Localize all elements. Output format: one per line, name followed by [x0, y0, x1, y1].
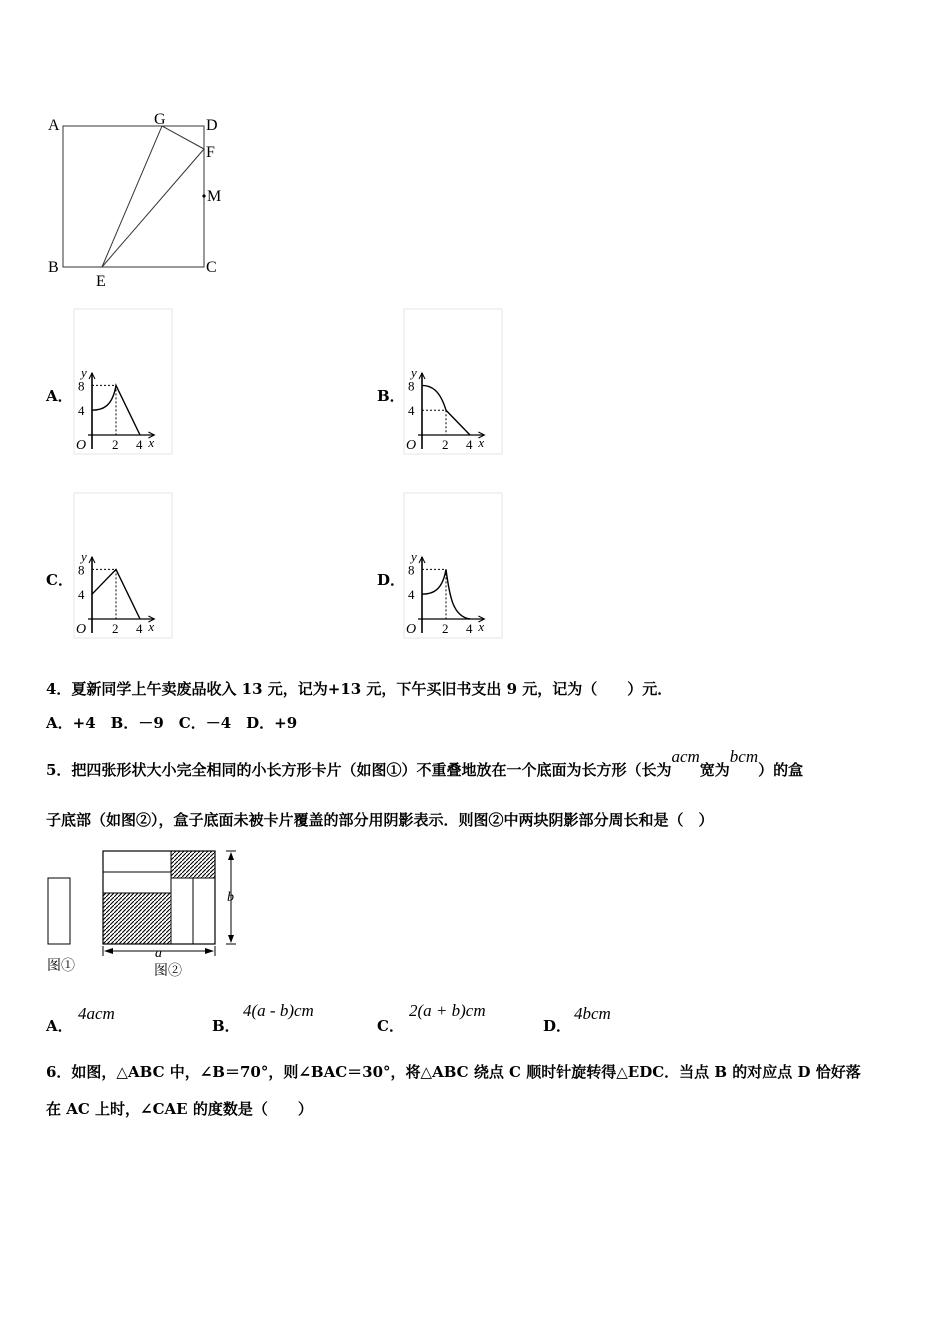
y-axis-label: y	[411, 365, 417, 380]
question-5-option-c-label: C．	[377, 1017, 404, 1035]
shaded-region-top-right	[171, 851, 215, 878]
x-tick-label-4: 4	[136, 437, 143, 452]
graph-option-d-label: D．	[377, 571, 406, 589]
question-5-line-1	[46, 747, 804, 780]
question-5-option-d-label: D．	[543, 1017, 572, 1035]
graph-option-d	[396, 489, 506, 644]
graph-option-c-label: C．	[46, 571, 73, 589]
graph-option-b	[396, 305, 506, 460]
figure-1	[44, 872, 94, 982]
graph-frame	[404, 493, 502, 638]
y-tick-label-4: 4	[78, 587, 85, 603]
graph-frame	[74, 309, 172, 454]
label-g: G	[154, 111, 166, 128]
segment-ef	[102, 149, 204, 267]
x-tick-label-2: 2	[442, 437, 449, 452]
label-m: M	[207, 188, 222, 205]
origin-label: O	[76, 622, 87, 637]
label-a: A	[48, 117, 60, 134]
x-axis-label: x	[148, 619, 155, 634]
label-b: B	[48, 259, 59, 276]
question-6-line-2: 在 AC 上时，∠CAE 的度数是（ ）	[46, 1100, 313, 1118]
origin-label: O	[76, 438, 87, 453]
y-tick-label-8: 8	[408, 378, 415, 394]
y-tick-label-4: 4	[408, 587, 415, 603]
question-5-text-b: 宽为	[699, 761, 730, 779]
origin-label: O	[406, 622, 417, 637]
label-e: E	[96, 273, 106, 290]
question-6-line-1: 6．如图，△ABC 中，∠B＝70°，则∠BAC＝30°，将△ABC 绕点 C 顺时针旋转得△EDC．当点 B 的对应点 D 恰好落	[46, 1063, 861, 1081]
x-tick-label-4: 4	[466, 437, 473, 452]
graph-frame	[404, 309, 502, 454]
y-tick-label-8: 8	[78, 562, 85, 578]
question-5-option-d-expr: 4bcm	[574, 1004, 611, 1023]
question-4-options: A．+4 B．－9 C．－4 D．+9	[46, 714, 298, 732]
small-card	[48, 878, 70, 944]
graph-option-b-label: B．	[377, 387, 405, 405]
x-axis-label: x	[478, 435, 485, 450]
shaded-region-bottom-left	[103, 893, 171, 944]
expr-acm: acm	[671, 747, 700, 766]
question-4-text: 4．夏新同学上午卖废品收入 13 元，记为+13 元，下午买旧书支出 9 元，记为（ ）元．	[46, 680, 673, 698]
x-tick-label-2: 2	[112, 621, 119, 636]
y-tick-label-4: 4	[408, 403, 415, 419]
label-a-dimension: a	[155, 946, 162, 961]
question-5-text-c: ）的盒	[758, 761, 804, 779]
question-5-option-a-label: A．	[46, 1017, 73, 1035]
square-outline	[63, 126, 204, 267]
square-figure	[40, 105, 240, 295]
question-5-option-b-expr: 4(a - b)cm	[243, 1001, 314, 1020]
question-5-text-a: 5．把四张形状大小完全相同的小长方形卡片（如图①）不重叠地放在一个底面为长方形（长为	[46, 761, 672, 779]
figure-2-caption: 图②	[154, 964, 182, 979]
segment-eg	[102, 126, 162, 267]
x-tick-label-4: 4	[136, 621, 143, 636]
label-c: C	[206, 259, 217, 276]
graph-frame	[74, 493, 172, 638]
label-f: F	[206, 144, 215, 161]
x-tick-label-2: 2	[112, 437, 119, 452]
figure-2	[98, 845, 248, 985]
x-axis-label: x	[478, 619, 485, 634]
x-axis-label: x	[148, 435, 155, 450]
question-5-line-2: 子底部（如图②），盒子底面未被卡片覆盖的部分用阴影表示．则图②中两块阴影部分周长和是（ ）	[46, 811, 714, 829]
y-axis-label: y	[411, 549, 417, 564]
graph-option-a-label: A．	[46, 387, 73, 405]
y-tick-label-8: 8	[408, 562, 415, 578]
question-5-option-c-expr: 2(a + b)cm	[409, 1001, 486, 1020]
label-b-dimension: b	[227, 890, 234, 905]
graph-option-c	[66, 489, 176, 644]
origin-label: O	[406, 438, 417, 453]
question-5-option-b-label: B．	[212, 1017, 240, 1035]
x-tick-label-4: 4	[466, 621, 473, 636]
y-tick-label-4: 4	[78, 403, 85, 419]
label-d: D	[206, 117, 218, 134]
figure-1-caption: 图①	[47, 959, 75, 974]
y-tick-label-8: 8	[78, 378, 85, 394]
graph-option-a	[66, 305, 176, 460]
point-m	[202, 194, 205, 197]
segment-gf	[162, 126, 204, 149]
x-tick-label-2: 2	[442, 621, 449, 636]
question-5-option-a-expr: 4acm	[78, 1004, 115, 1023]
y-axis-label: y	[81, 549, 87, 564]
y-axis-label: y	[81, 365, 87, 380]
expr-bcm: bcm	[729, 747, 759, 766]
